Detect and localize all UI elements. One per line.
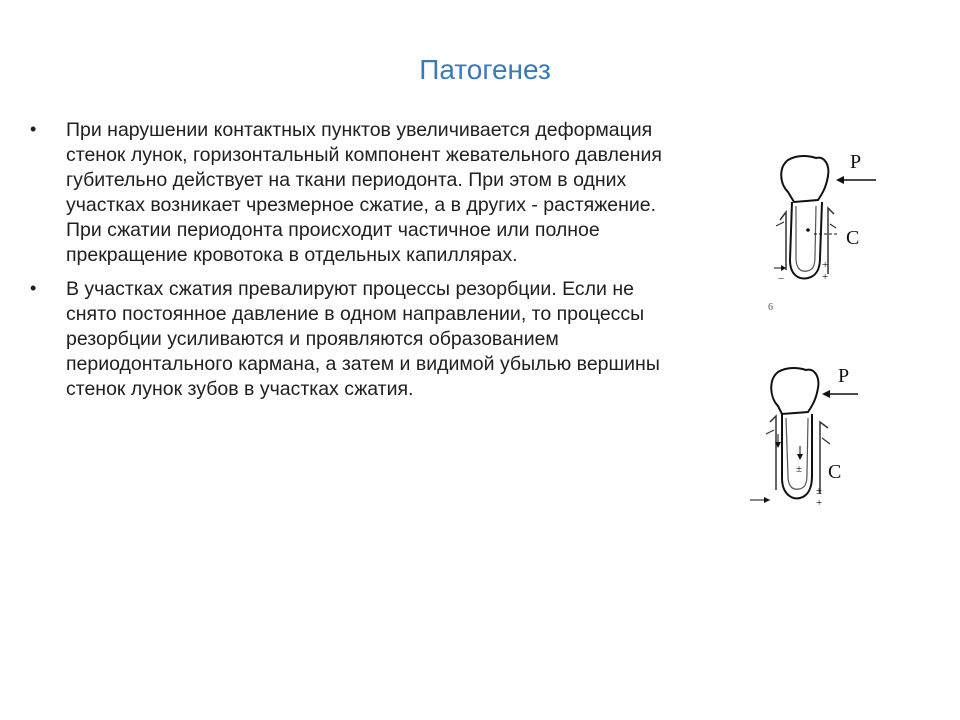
plus-minus-sign: ±: [796, 463, 803, 475]
tooth-root-outer: [790, 202, 822, 278]
bullet-item: [30, 118, 670, 268]
force-label: P: [838, 365, 850, 387]
plus-sign: +: [822, 259, 829, 271]
bullet-marker: •: [30, 119, 37, 139]
plus-sign: +: [816, 497, 823, 509]
slide-title: Патогенез: [419, 54, 551, 85]
tooth-root-inner: [796, 206, 816, 271]
bullet-text: В участках сжатия превалируют процессы резорбции. Если не снято постоянное давление в одном направлении, то процессы резорбции усиливаются и проявляются образованием периодонтального кармана, а затем и видимой убылью вершины стенок лунок зубов в участках сжатия.: [66, 278, 660, 400]
tooth-diagram-2: [748, 360, 870, 510]
down-arrow: [797, 454, 803, 460]
bullet-item: [30, 277, 670, 402]
tooth-diagram-2-svg: [748, 360, 870, 510]
force-label: P: [850, 151, 862, 173]
force-arrowhead: [822, 390, 830, 398]
tooth-crown: [771, 368, 818, 414]
tooth-diagram-1-svg: [766, 150, 890, 318]
bullet-text: При нарушении контактных пунктов увеличивается деформация стенок лунок, горизонтальный компонент жевательного давления губительно действует на ткани периодонта. При этом в одних участках возникает чрезмерное сжатие, а в других - растяжение. При сжатии периодонта происходит частичное или полное прекращение кровотока в отдельных капиллярах.: [66, 119, 662, 266]
tooth-root-inner: [786, 418, 808, 489]
bullet-marker: •: [30, 278, 37, 298]
center-label: C: [828, 461, 842, 483]
rotation-center: [806, 228, 810, 232]
gum-lines: [776, 222, 836, 228]
bullet-list: [30, 118, 670, 411]
plus-sign: ±: [816, 485, 823, 497]
minus-sign: −: [778, 273, 785, 285]
tooth-diagram-1: [766, 150, 890, 318]
tooth-crown: [781, 156, 828, 202]
plus-sign: +: [822, 271, 829, 283]
center-label: C: [846, 227, 860, 249]
force-arrowhead: [836, 176, 844, 184]
figure-caption-fragment: 6: [768, 302, 773, 313]
